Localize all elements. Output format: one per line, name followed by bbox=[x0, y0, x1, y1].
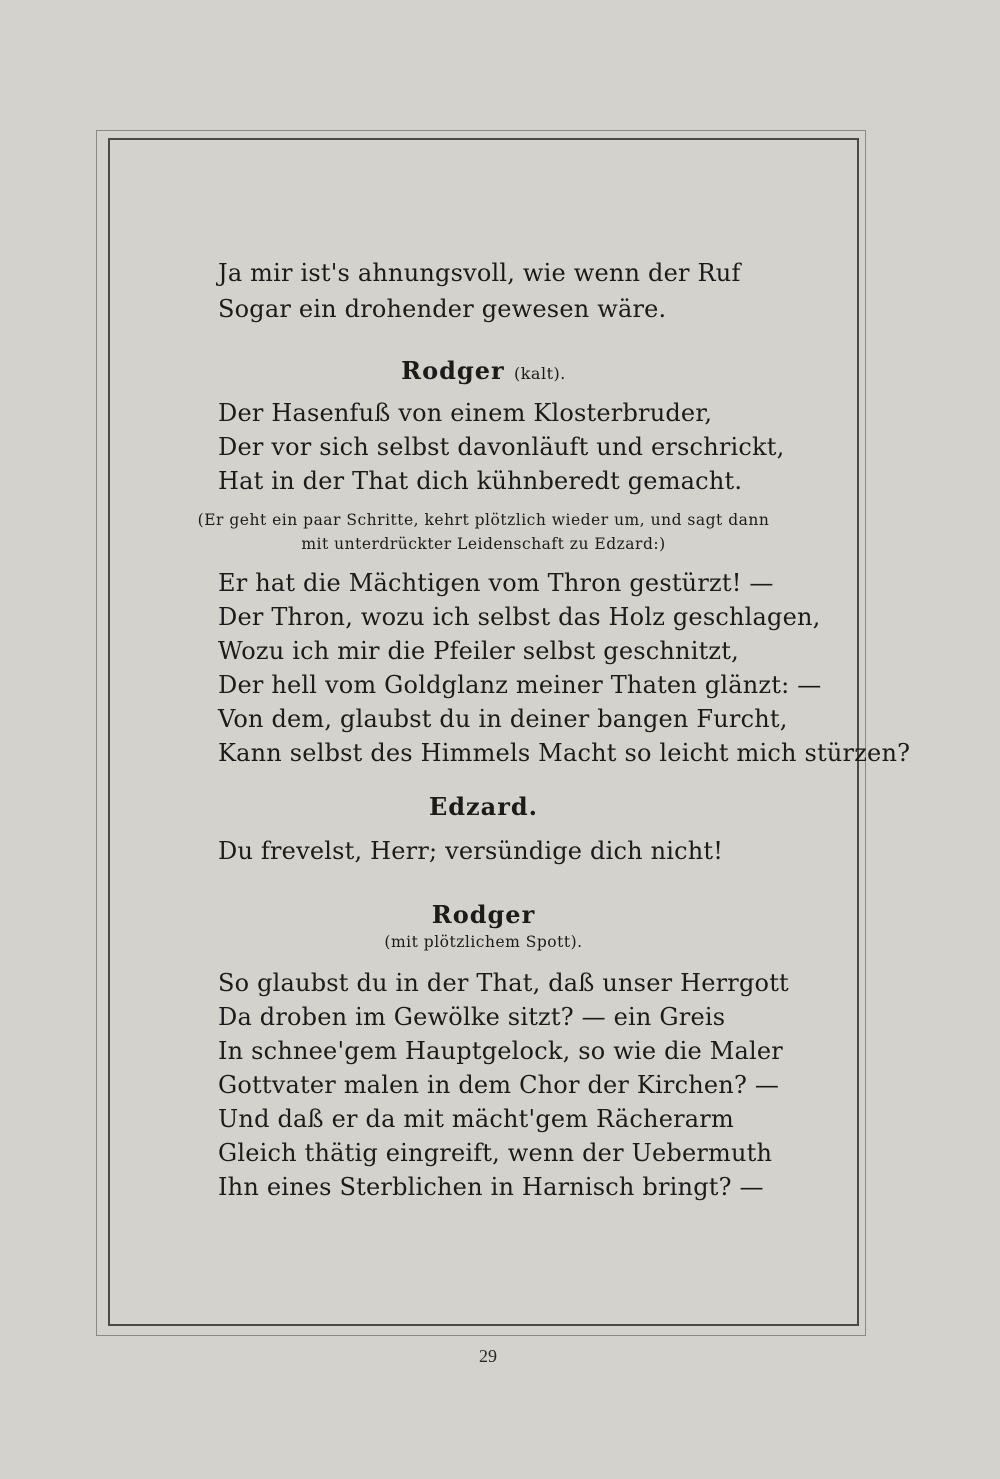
verse-line: In schnee'gem Hauptgelock, so wie die Maler bbox=[218, 1037, 783, 1065]
speaker-heading bbox=[110, 900, 857, 930]
verse-line: Der vor sich selbst davonläuft und erschrickt, bbox=[218, 433, 785, 461]
stage-direction: (Er geht ein paar Schritte, kehrt plötzlich wieder um, und sagt dann bbox=[197, 511, 770, 529]
verse-line: Der Thron, wozu ich selbst das Holz geschlagen, bbox=[218, 603, 821, 631]
verse-line: Wozu ich mir die Pfeiler selbst geschnitzt, bbox=[218, 637, 739, 665]
stage-direction: (mit plötzlichem Spott). bbox=[384, 933, 583, 951]
speaker-heading bbox=[110, 792, 857, 822]
verse-line: Gleich thätig eingreift, wenn der Uebermuth bbox=[218, 1139, 773, 1167]
speaker-heading bbox=[110, 356, 857, 389]
verse-line: Sogar ein drohender gewesen wäre. bbox=[218, 295, 667, 323]
speaker-name: Edzard. bbox=[428, 792, 539, 821]
speaker-note: (kalt). bbox=[513, 364, 566, 383]
verse-line: Von dem, glaubst du in deiner bangen Furcht, bbox=[218, 705, 788, 733]
verse-line: Kann selbst des Himmels Macht so leicht mich stürzen? bbox=[218, 739, 911, 767]
verse-line: So glaubst du in der That, daß unser Herrgott bbox=[218, 969, 789, 997]
verse-line: Er hat die Mächtigen vom Thron gestürzt! — bbox=[218, 569, 774, 597]
verse-line: Hat in der That dich kühnberedt gemacht. bbox=[218, 467, 743, 495]
verse-line: Gottvater malen in dem Chor der Kirchen? — bbox=[218, 1071, 780, 1099]
verse-line: Der hell vom Goldglanz meiner Thaten glänzt: — bbox=[218, 671, 822, 699]
verse-line: Und daß er da mit mächt'gem Rächerarm bbox=[218, 1105, 734, 1133]
stage-direction: mit unterdrückter Leidenschaft zu Edzard:) bbox=[301, 535, 666, 553]
page-content bbox=[110, 140, 911, 1324]
verse-line: Ihn eines Sterblichen in Harnisch bringt? — bbox=[218, 1173, 764, 1201]
verse-line: Da droben im Gewölke sitzt? — ein Greis bbox=[218, 1003, 726, 1031]
speaker-name: Rodger bbox=[401, 356, 505, 385]
verse-line: Ja mir ist's ahnungsvoll, wie wenn der Ruf bbox=[218, 259, 741, 287]
page-number: 29 bbox=[479, 1346, 497, 1366]
speaker-name: Rodger bbox=[431, 900, 536, 929]
verse-line: Du frevelst, Herr; versündige dich nicht! bbox=[218, 837, 724, 865]
verse-line: Der Hasenfuß von einem Klosterbruder, bbox=[218, 399, 713, 427]
